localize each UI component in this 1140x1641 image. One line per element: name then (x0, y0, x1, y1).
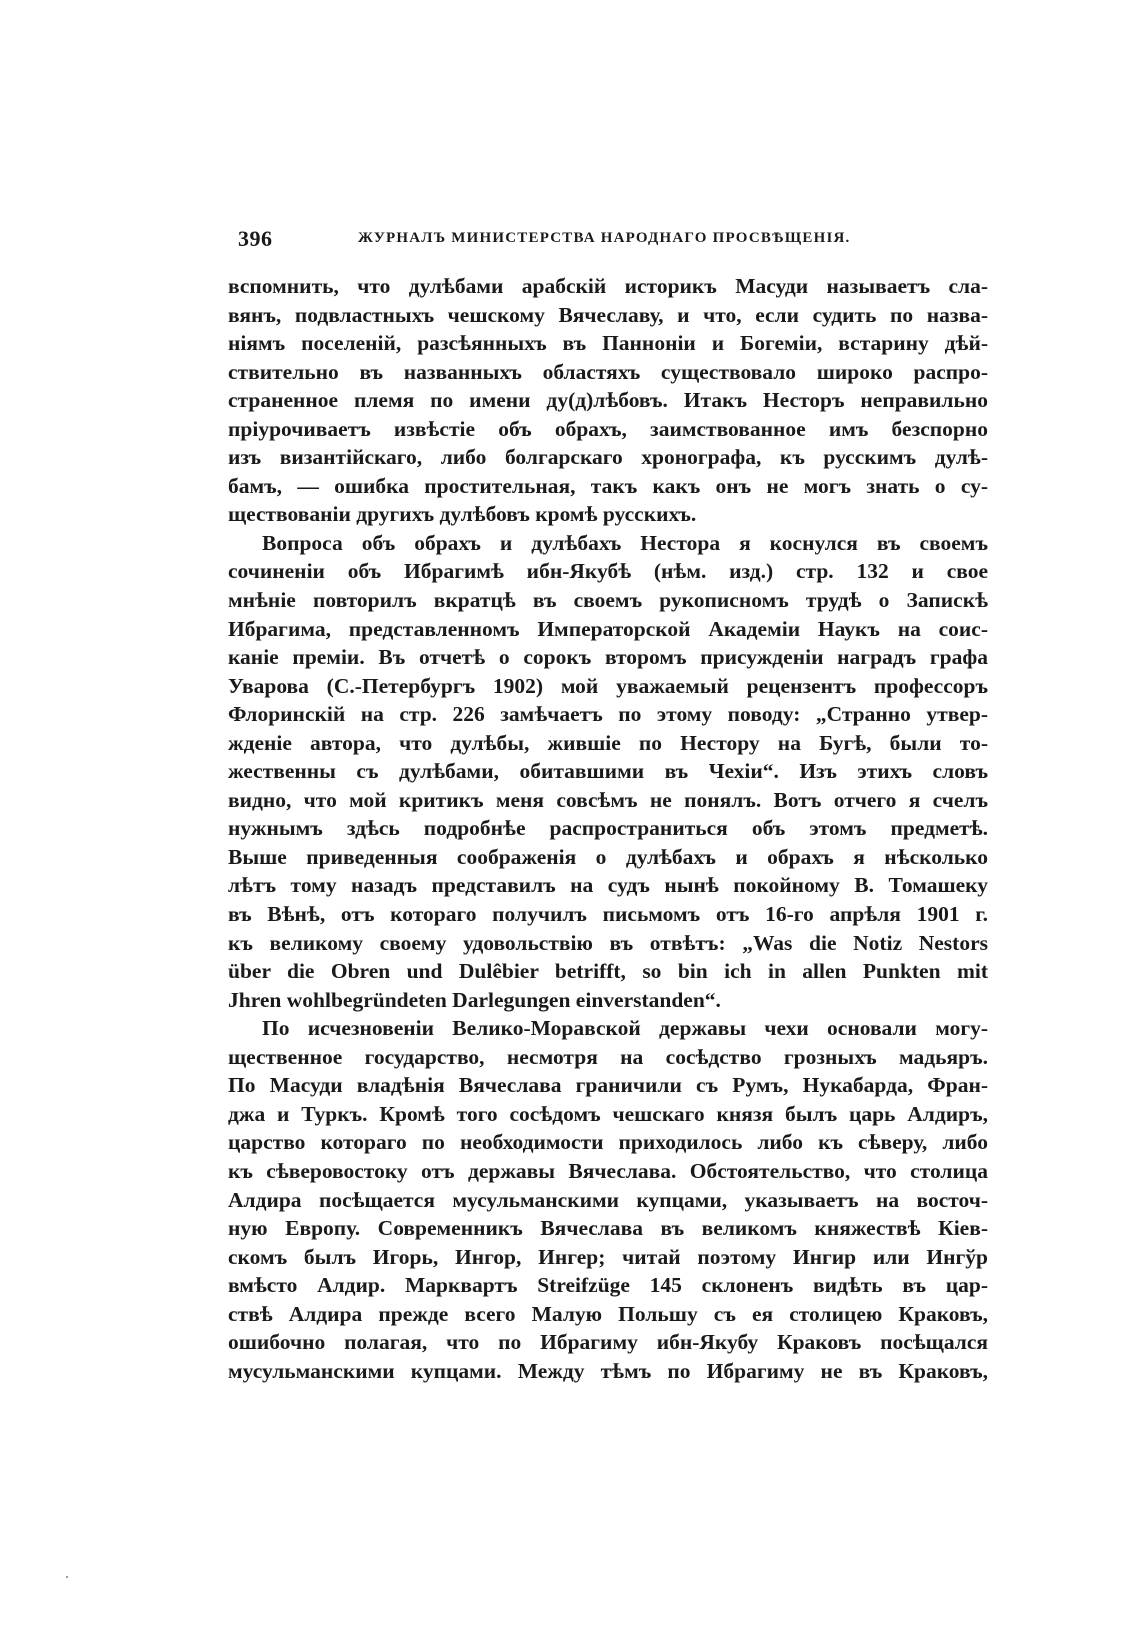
text-line: джа и Туркъ. Кромѣ того сосѣдомъ чешскаго князя былъ царь Алдиръ, (228, 1101, 988, 1126)
text-line: ствительно въ названныхъ областяхъ существовало широко распро- (228, 359, 988, 384)
scan-speck (66, 1576, 68, 1578)
text-line: страненное племя по имени ду(д)лѣбовъ. Итакъ Несторъ неправильно (228, 388, 988, 413)
journal-title: ЖУРНАЛЪ МИНИСТЕРСТВА НАРОДНАГО ПРОСВѢЩЕНІЯ. (358, 230, 851, 246)
text-line: мусульманскими купцами. Между тѣмъ по Ибрагиму не въ Краковъ, (228, 1358, 988, 1383)
text-line: вянъ, подвластныхъ чешскому Вячеславу, и что, если судить по назва- (228, 302, 988, 327)
text-line: вспомнить, что дулѣбами арабскій историкъ Масуди называетъ сла- (228, 274, 988, 298)
text-line: царство котораго по необходимости приходилось либо къ сѣверу, либо (228, 1130, 988, 1155)
text-line: видно, что мой критикъ меня совсѣмъ не понялъ. Вотъ отчего я счелъ (228, 787, 988, 812)
text-line: нужнымъ здѣсь подробнѣе распространиться объ этомъ предметѣ. (228, 816, 988, 841)
text-line: Вопроса объ обрахъ и дулѣбахъ Нестора я коснулся въ своемъ (262, 530, 988, 555)
text-line: изъ византійскаго, либо болгарскаго хронографа, къ русскимъ дулѣ- (228, 445, 988, 470)
page-number: 396 (238, 226, 273, 251)
text-line: бамъ, — ошибка простительная, такъ какъ онъ не могъ знать о су- (228, 473, 988, 498)
text-line: въ Вѣнѣ, отъ котораго получилъ письмомъ отъ 16-го апрѣля 1901 г. (228, 902, 988, 927)
text-line: По исчезновеніи Велико-Моравской державы чехи основали могу- (262, 1016, 988, 1041)
text-line: Уварова (С.-Петербургъ 1902) мой уважаемый рецензентъ профессоръ (228, 673, 988, 698)
text-line: Выше приведенныя соображенія о дулѣбахъ и обрахъ я нѣсколько (228, 844, 988, 869)
text-line: каніе преміи. Въ отчетѣ о сорокъ второмъ присужденіи наградъ графа (228, 645, 988, 670)
text-line: Jhren wohlbegründeten Darlegungen einverstanden“. (228, 987, 721, 1012)
text-line: ошибочно полагая, что по Ибрагиму ибн-Якубу Краковъ посѣщался (228, 1330, 988, 1355)
text-line: скомъ былъ Игорь, Ингор, Ингер; читай поэтому Ингир или Ингўр (228, 1244, 988, 1269)
paragraph-1 (228, 272, 988, 529)
body-text (228, 272, 988, 1385)
text-line: щественное государство, несмотря на сосѣдство грозныхъ мадьяръ. (228, 1044, 988, 1069)
text-line: жденіе автора, что дулѣбы, жившіе по Нестору на Бугѣ, были то- (228, 730, 988, 755)
text-line: вмѣсто Алдир. Марквартъ Streifzüge 145 склоненъ видѣть въ цар- (228, 1273, 988, 1298)
text-line: Флоринскій на стр. 226 замѣчаетъ по этому поводу: „Странно утвер- (228, 702, 988, 727)
text-line: ствѣ Алдира прежде всего Малую Польшу съ ея столицею Краковъ, (228, 1301, 988, 1326)
text-line: ную Европу. Современникъ Вячеслава въ великомъ княжествѣ Кіев- (228, 1216, 988, 1241)
text-line: По Масуди владѣнія Вячеслава граничили съ Румъ, Нукабарда, Фран- (228, 1073, 988, 1098)
text-line: жественны съ дулѣбами, обитавшими въ Чехіи“. Изъ этихъ словъ (228, 759, 988, 784)
text-line: Ибрагима, представленномъ Императорской Академіи Наукъ на соис- (228, 616, 988, 641)
text-line: мнѣніе повторилъ вкратцѣ въ своемъ рукописномъ трудѣ о Запискѣ (228, 588, 988, 613)
running-head (238, 226, 994, 256)
text-line: лѣтъ тому назадъ представилъ на судъ нынѣ покойному В. Томашеку (228, 873, 988, 898)
text-line: пріурочиваетъ извѣстіе объ обрахъ, заимствованное имъ безспорно (228, 416, 988, 441)
text-line: Алдира посѣщается мусульманскими купцами, указываетъ на восточ- (228, 1187, 988, 1212)
text-line: къ сѣверовостоку отъ державы Вячеслава. Обстоятельство, что столица (228, 1158, 988, 1183)
text-line: über die Obren und Dulêbier betrifft, so bin ich in allen Punkten mit (228, 959, 988, 984)
text-line: сочиненіи объ Ибрагимѣ ибн-Якубѣ (нѣм. изд.) стр. 132 и свое (228, 559, 988, 584)
paragraph-2 (228, 529, 988, 1014)
paragraph-3 (228, 1014, 988, 1385)
text-line: къ великому своему удовольствію въ отвѣтъ: „Was die Notiz Nestors (228, 930, 988, 955)
text-line: ществованіи другихъ дулѣбовъ кромѣ русскихъ. (228, 502, 697, 527)
text-line: ніямъ поселеній, разсѣянныхъ въ Панноніи и Богеміи, встарину дѣй- (228, 331, 988, 356)
